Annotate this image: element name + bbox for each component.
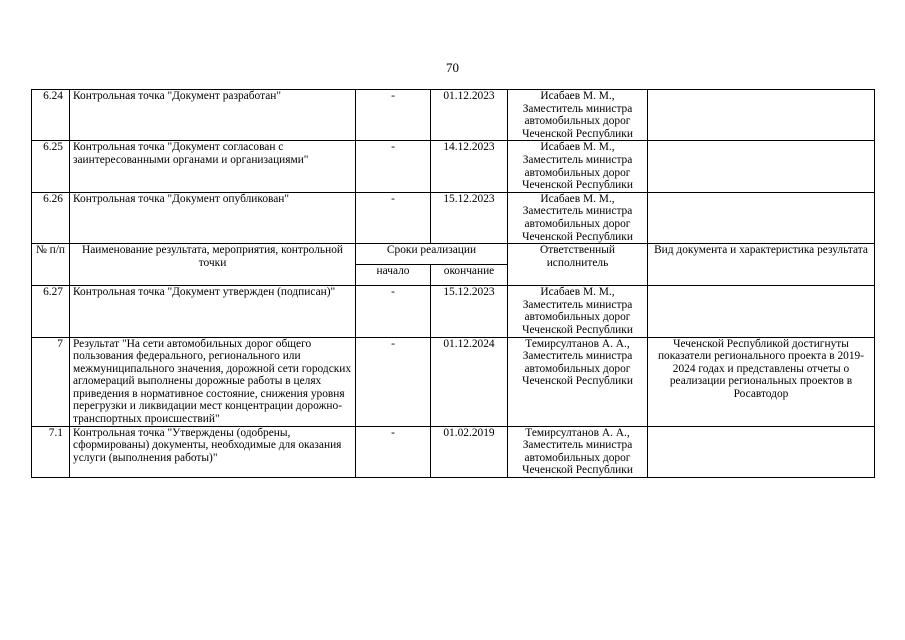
header-deadlines: Сроки реализации — [356, 244, 508, 265]
responsible-line: Чеченской Республики — [522, 375, 633, 388]
row-start: - — [356, 286, 431, 337]
row-start: - — [356, 192, 431, 243]
responsible-line: Заместитель министра — [522, 298, 633, 311]
responsible-line: Заместитель министра — [522, 205, 633, 218]
row-doc — [648, 192, 875, 243]
responsible-line: Заместитель министра — [522, 439, 633, 452]
responsible-line: автомобильных дорог — [524, 166, 631, 179]
row-end: 01.12.2023 — [431, 90, 508, 141]
plan-table — [31, 89, 875, 478]
row-doc — [648, 90, 875, 141]
row-responsible — [508, 337, 648, 426]
row-start: - — [356, 337, 431, 426]
table-row — [32, 426, 875, 477]
row-doc — [648, 286, 875, 337]
row-number: 7 — [32, 337, 70, 426]
row-number: 6.26 — [32, 192, 70, 243]
header-end: окончание — [431, 265, 508, 286]
responsible-line: Темирсултанов А. А., — [525, 337, 630, 350]
responsible-line: Чеченской Республики — [522, 179, 633, 192]
responsible-line: Заместитель министра — [522, 102, 633, 115]
row-name: Контрольная точка "Документ согласован с заинтересованными органами и организациями" — [70, 141, 356, 192]
row-number: 7.1 — [32, 426, 70, 477]
row-doc — [648, 426, 875, 477]
table-row — [32, 141, 875, 192]
row-start: - — [356, 426, 431, 477]
responsible-line: Чеченской Республики — [522, 127, 633, 140]
row-end: 01.02.2019 — [431, 426, 508, 477]
responsible-line: автомобильных дорог — [524, 115, 631, 128]
responsible-line: Заместитель министра — [522, 153, 633, 166]
responsible-line: Чеченской Республики — [522, 464, 633, 477]
page-number: 70 — [446, 60, 459, 75]
table-row — [32, 90, 875, 141]
header-start: начало — [356, 265, 431, 286]
row-number: 6.27 — [32, 286, 70, 337]
row-name: Контрольная точка "Документ разработан" — [70, 90, 356, 141]
row-responsible — [508, 426, 648, 477]
header-num: № п/п — [32, 244, 70, 286]
row-doc — [648, 141, 875, 192]
table-row — [32, 337, 875, 426]
row-end: 14.12.2023 — [431, 141, 508, 192]
header-name: Наименование результата, мероприятия, контрольной точки — [70, 244, 356, 286]
row-responsible — [508, 90, 648, 141]
responsible-line: автомобильных дорог — [524, 451, 631, 464]
row-doc: Чеченской Республикой достигнуты показатели регионального проекта в 2019-2024 годах и представлены отчеты о реализации региональных проектов в Росавтодор — [648, 337, 875, 426]
responsible-line: Исабаев М. М., — [540, 286, 615, 299]
table-body-bottom — [32, 286, 875, 478]
header-doc-type: Вид документа и характеристика результата — [648, 244, 875, 286]
row-number: 6.24 — [32, 90, 70, 141]
responsible-line: Темирсултанов А. А., — [525, 426, 630, 439]
table-body-top — [32, 90, 875, 244]
responsible-line: Чеченской Республики — [522, 230, 633, 243]
row-end: 15.12.2023 — [431, 286, 508, 337]
responsible-line: автомобильных дорог — [524, 217, 631, 230]
responsible-line: автомобильных дорог — [524, 311, 631, 324]
row-end: 15.12.2023 — [431, 192, 508, 243]
row-name: Контрольная точка "Документ утвержден (подписан)" — [70, 286, 356, 337]
row-start: - — [356, 90, 431, 141]
responsible-line: Исабаев М. М., — [540, 192, 615, 205]
row-name: Контрольная точка "Утверждены (одобрены, сформированы) документы, необходимые для оказания услуги (выполнения работы)" — [70, 426, 356, 477]
responsible-line: Заместитель министра — [522, 350, 633, 363]
row-responsible — [508, 286, 648, 337]
table-row — [32, 286, 875, 337]
responsible-line: Чеченской Республики — [522, 323, 633, 336]
table-header — [32, 244, 875, 286]
responsible-line: Исабаев М. М., — [540, 141, 615, 154]
header-responsible: Ответственный исполнитель — [508, 244, 648, 286]
row-name: Контрольная точка "Документ опубликован" — [70, 192, 356, 243]
row-start: - — [356, 141, 431, 192]
table-row — [32, 192, 875, 243]
row-number: 6.25 — [32, 141, 70, 192]
responsible-line: Исабаев М. М., — [540, 90, 615, 102]
row-end: 01.12.2024 — [431, 337, 508, 426]
row-name: Результат "На сети автомобильных дорог общего пользования федерального, регионального или межмуниципального значения, дорожной сети городских агломераций выполнены дорожные работы в целях приведения в нормативное состояние, снижения уровня перегрузки и ликвидации мест концентрации дорожно-транспортных происшествий" — [70, 337, 356, 426]
row-responsible — [508, 192, 648, 243]
row-responsible — [508, 141, 648, 192]
responsible-line: автомобильных дорог — [524, 362, 631, 375]
